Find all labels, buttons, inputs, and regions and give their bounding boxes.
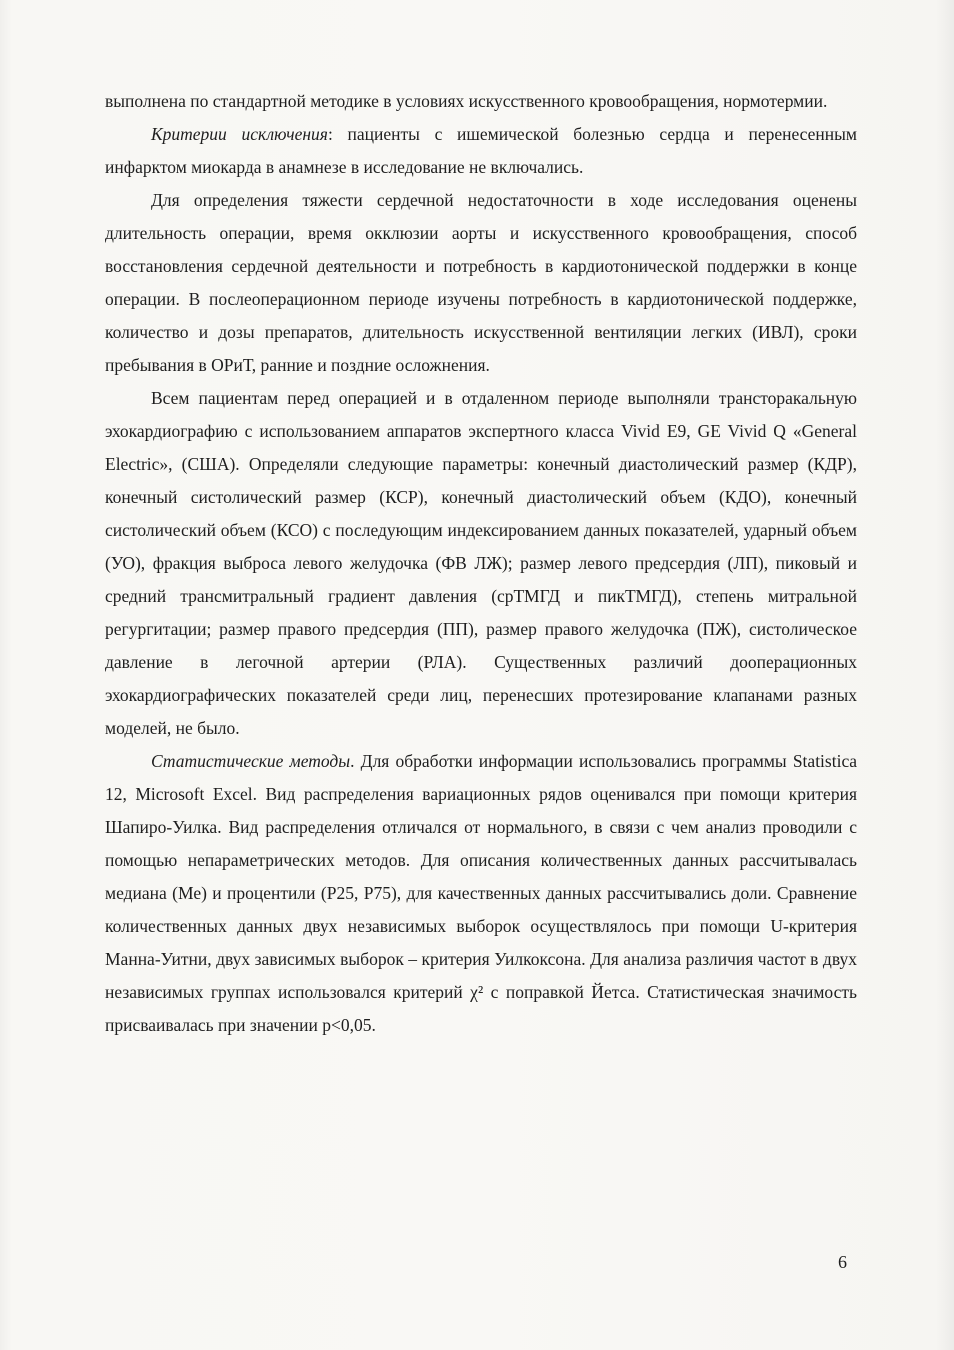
- paragraph-text: : пациенты с ишемической болезнью сердца и перенесенным инфарктом миокарда в анамнезе в исследование не включались.: [105, 124, 857, 177]
- paragraph-text: . Для обработки информации использовались программы Statistica 12, Microsoft Excel. Вид распределения вариационных рядов оценивался при помощи критерия Шапиро-Уилка. Вид распределения отличался от нормального, в связи с чем анализ проводили с помощью непараметрических методов. Для описания количественных данных рассчитывалась медиана (Ме) и процентили (P25, P75), для качественных данных рассчитывались доли. Сравнение количественных данных двух независимых выборок осуществлялось при помощи U-критерия Манна-Уитни, двух зависимых выборок – критерия Уилкоксона. Для анализа различия частот в двух независимых группах использовался критерий χ² с поправкой Йетса. Статистическая значимость присваивалась при значении p<0,05.: [105, 751, 857, 1035]
- page-edge-shadow: [936, 0, 954, 1350]
- paragraph-text: Для определения тяжести сердечной недостаточности в ходе исследования оценены длительность операции, время окклюзии аорты и искусственного кровообращения, способ восстановления сердечной деятельности и потребность в кардиотонической поддержки в конце операции. В послеоперационном периоде изучены потребность в кардиотонической поддержке, количество и дозы препаратов, длительность искусственной вентиляции легких (ИВЛ), сроки пребывания в ОРиТ, ранние и поздние осложнения.: [105, 190, 857, 375]
- paragraph-echocardiography: [105, 382, 857, 745]
- paragraph-heart-failure: [105, 184, 857, 382]
- paragraph-lead-italic: Статистические методы: [151, 751, 351, 771]
- body-text: [105, 85, 857, 1042]
- paragraph-exclusion-criteria: [105, 118, 857, 184]
- paragraph-lead-italic: Критерии исключения: [151, 124, 328, 144]
- paragraph-continuation: [105, 85, 857, 118]
- paragraph-text: выполнена по стандартной методике в условиях искусственного кровообращения, нормотермии.: [105, 91, 828, 111]
- paragraph-text: Всем пациентам перед операцией и в отдаленном периоде выполняли трансторакальную эхокардиографию с использованием аппаратов экспертного класса Vivid E9, GE Vivid Q «General Electric», (США). Определяли следующие параметры: конечный диастолический размер (КДР), конечный систолический размер (КСР), конечный диастолический объем (КДО), конечный систолический объем (КСО) с последующим индексированием данных показателей, ударный объем (УО), фракция выброса левого желудочка (ФВ ЛЖ); размер левого предсердия (ЛП), пиковый и средний трансмитральный градиент давления (срТМГД и пикТМГД), степень митральной регургитации; размер правого предсердия (ПП), размер правого желудочка (ПЖ), систолическое давление в легочной артерии (РЛА). Существенных различий дооперационных эхокардиографических показателей среди лиц, перенесших протезирование клапанами разных моделей, не было.: [105, 388, 857, 738]
- paragraph-statistical-methods: [105, 745, 857, 1042]
- page-number: 6: [838, 1252, 847, 1272]
